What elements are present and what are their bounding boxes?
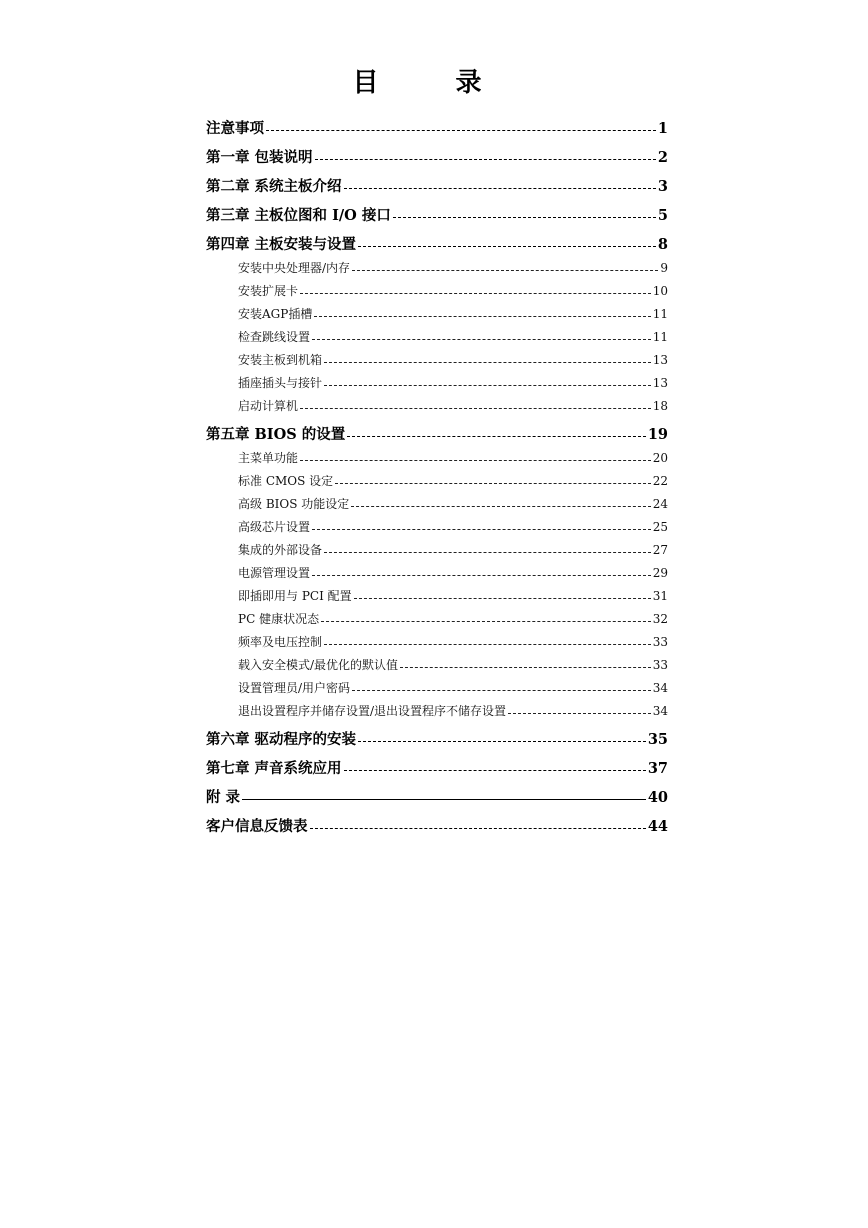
toc-entry-label: 检查跳线设置 — [238, 330, 311, 344]
toc-chapter-entry — [206, 749, 668, 778]
toc-entry-label: 第六章 驱动程序的安装 — [206, 731, 357, 748]
toc-page-number: 3 — [657, 178, 668, 195]
toc-chapter-entry — [206, 807, 668, 836]
toc-section-entry — [206, 369, 668, 392]
toc-page-number: 19 — [647, 426, 668, 443]
toc-page-number: 35 — [647, 731, 668, 748]
toc-section-entry — [206, 697, 668, 720]
toc-chapter-entry — [206, 138, 668, 167]
toc-entry-label: 第四章 主板安装与设置 — [206, 236, 357, 253]
toc-leader-dots — [352, 270, 658, 271]
toc-entry-label: 主菜单功能 — [238, 451, 299, 465]
toc-entry-label: 第一章 包装说明 — [206, 149, 313, 166]
toc-leader-dots — [352, 690, 651, 691]
toc-leader-dots — [400, 667, 651, 668]
toc-leader-dots — [335, 483, 651, 484]
toc-section-entry — [206, 254, 668, 277]
toc-leader-dots — [344, 188, 656, 189]
toc-leader-dots — [314, 316, 650, 317]
toc-leader-dots — [324, 362, 651, 363]
toc-leader-dots — [312, 575, 651, 576]
toc-page-number: 29 — [652, 566, 668, 580]
toc-entry-label: 第七章 声音系统应用 — [206, 760, 342, 777]
toc-page-number: 40 — [647, 789, 668, 806]
page-title: 目 录 — [352, 68, 516, 98]
toc-leader-dots — [310, 828, 646, 829]
toc-section-entry — [206, 559, 668, 582]
toc-leader-dots — [300, 408, 651, 409]
toc-entry-label: 载入安全模式/最优化的默认值 — [238, 658, 399, 672]
toc-leader-dots — [324, 552, 651, 553]
toc-page-number: 9 — [660, 261, 668, 275]
toc-entry-label: 插座插头与接针 — [238, 376, 323, 390]
toc-leader-dots — [324, 385, 651, 386]
toc-page-number: 24 — [652, 497, 668, 511]
toc-page-number: 31 — [652, 589, 668, 603]
toc-entry-label: 启动计算机 — [238, 399, 299, 413]
toc-leader-dots — [300, 460, 651, 461]
toc-page-number: 20 — [652, 451, 668, 465]
toc-page-number: 33 — [652, 635, 668, 649]
toc-leader-dots — [508, 713, 651, 714]
toc-entry-label: 第五章 BIOS 的设置 — [206, 426, 346, 443]
toc-entry-label: 第三章 主板位图和 I/O 接口 — [206, 207, 391, 224]
toc-section-entry — [206, 277, 668, 300]
toc-leader-dots — [266, 130, 656, 131]
toc-page-number: 1 — [657, 120, 668, 137]
toc-entry-label: 客户信息反馈表 — [206, 818, 308, 835]
toc-page-number: 34 — [652, 704, 668, 718]
toc-leader-dots — [354, 598, 651, 599]
toc-leader-dots — [315, 159, 656, 160]
toc-chapter-entry — [206, 225, 668, 254]
toc-entry-label: 退出设置程序并储存设置/退出设置程序不储存设置 — [238, 704, 507, 718]
toc-entry-label: PC 健康状况态 — [238, 612, 320, 626]
toc-leader-dots — [358, 246, 656, 247]
toc-page-number: 44 — [647, 818, 668, 835]
toc-entry-label: 高级芯片设置 — [238, 520, 311, 534]
toc-chapter-entry — [206, 109, 668, 138]
toc-leader-dots — [358, 741, 646, 742]
toc-section-entry — [206, 300, 668, 323]
toc-page-number: 8 — [657, 236, 668, 253]
toc-leader-dots — [324, 644, 651, 645]
toc-section-entry — [206, 582, 668, 605]
table-of-contents — [206, 109, 668, 836]
toc-entry-label: 安装主板到机箱 — [238, 353, 323, 367]
toc-chapter-entry — [206, 778, 668, 807]
toc-page-number: 13 — [652, 353, 668, 367]
toc-chapter-entry — [206, 196, 668, 225]
toc-entry-label: 安装AGP插槽 — [238, 307, 313, 321]
toc-leader-dots — [393, 217, 656, 218]
toc-section-entry — [206, 467, 668, 490]
toc-page-number: 25 — [652, 520, 668, 534]
toc-entry-label: 频率及电压控制 — [238, 635, 323, 649]
toc-section-entry — [206, 323, 668, 346]
toc-section-entry — [206, 674, 668, 697]
toc-page-number: 5 — [657, 207, 668, 224]
toc-page-number: 11 — [652, 307, 668, 321]
toc-page-number: 10 — [652, 284, 668, 298]
toc-chapter-entry — [206, 415, 668, 444]
toc-entry-label: 安装中央处理器/内存 — [238, 261, 351, 275]
toc-page-number: 27 — [652, 543, 668, 557]
toc-page-number: 37 — [647, 760, 668, 777]
toc-leader-dots — [312, 529, 651, 530]
toc-section-entry — [206, 346, 668, 369]
toc-section-entry — [206, 490, 668, 513]
toc-entry-label: 附 录 — [206, 789, 241, 806]
toc-entry-label: 标准 CMOS 设定 — [238, 474, 334, 488]
toc-section-entry — [206, 651, 668, 674]
toc-leader-dots — [300, 293, 651, 294]
toc-page-number: 13 — [652, 376, 668, 390]
toc-entry-label: 高级 BIOS 功能设定 — [238, 497, 350, 511]
toc-entry-label: 注意事项 — [206, 120, 264, 137]
toc-page-number: 11 — [652, 330, 668, 344]
toc-leader-dots — [347, 436, 646, 437]
toc-section-entry — [206, 536, 668, 559]
toc-entry-label: 集成的外部设备 — [238, 543, 323, 557]
toc-entry-label: 即插即用与 PCI 配置 — [238, 589, 352, 603]
toc-page-number: 2 — [657, 149, 668, 166]
toc-leader-dots — [312, 339, 651, 340]
toc-leader-dots — [351, 506, 650, 507]
toc-chapter-entry — [206, 167, 668, 196]
toc-entry-label: 第二章 系统主板介绍 — [206, 178, 342, 195]
toc-page-number: 18 — [652, 399, 668, 413]
toc-leader-dots — [321, 621, 651, 622]
toc-chapter-entry — [206, 720, 668, 749]
toc-entry-label: 设置管理员/用户密码 — [238, 681, 351, 695]
toc-page-number: 33 — [652, 658, 668, 672]
toc-section-entry — [206, 628, 668, 651]
toc-leader-dots — [242, 799, 646, 800]
toc-page-number: 32 — [652, 612, 668, 626]
toc-section-entry — [206, 392, 668, 415]
toc-section-entry — [206, 444, 668, 467]
toc-entry-label: 安装扩展卡 — [238, 284, 299, 298]
toc-section-entry — [206, 605, 668, 628]
toc-leader-dots — [344, 770, 646, 771]
toc-section-entry — [206, 513, 668, 536]
toc-page-number: 34 — [652, 681, 668, 695]
toc-page-number: 22 — [652, 474, 668, 488]
toc-entry-label: 电源管理设置 — [238, 566, 311, 580]
